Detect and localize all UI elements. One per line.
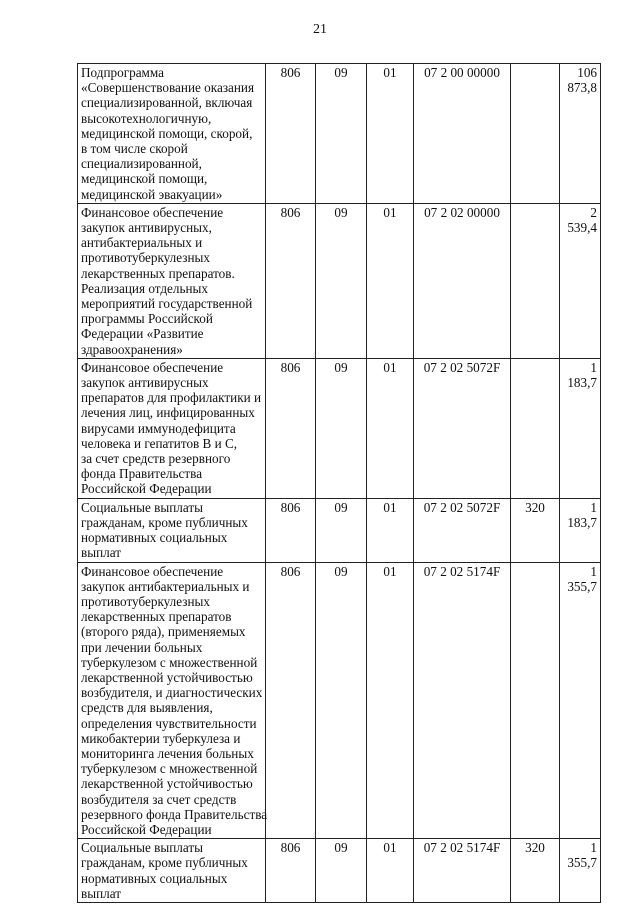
item-name-line: микобактерии туберкулеза и bbox=[81, 730, 241, 746]
subsection-code-cell: 01 bbox=[367, 203, 414, 358]
item-name-line: здравоохранения» bbox=[81, 341, 183, 357]
item-name-line: закупок антибактериальных и bbox=[81, 578, 250, 594]
item-name-line: нормативных социальных bbox=[81, 870, 228, 886]
section-code-cell: 09 bbox=[316, 358, 367, 498]
expense-type-cell: 320 bbox=[511, 498, 560, 562]
item-name-line: Федерации «Развитие bbox=[81, 326, 204, 342]
admin-code-cell: 806 bbox=[266, 498, 316, 562]
table-row bbox=[78, 498, 601, 562]
item-name-line: мероприятий государственной bbox=[81, 296, 253, 312]
item-name-line: туберкулезом с множественной bbox=[81, 654, 258, 670]
item-name-line: медицинской эвакуации» bbox=[81, 186, 223, 202]
expense-type-cell bbox=[511, 562, 560, 839]
section-code-cell: 09 bbox=[316, 498, 367, 562]
item-name-line: Социальные выплаты bbox=[81, 840, 203, 856]
item-name-line: препаратов для профилактики и bbox=[81, 390, 262, 406]
section-code-cell: 09 bbox=[316, 839, 367, 903]
admin-code-cell: 806 bbox=[266, 203, 316, 358]
item-name-line: мониторинга лечения больных bbox=[81, 745, 254, 761]
item-name-line: нормативных социальных bbox=[81, 530, 228, 546]
item-name-line: за счет средств резервного bbox=[81, 451, 231, 467]
item-name-line: в том числе скорой bbox=[81, 141, 188, 157]
item-name-line: (второго ряда), применяемых bbox=[81, 624, 246, 640]
target-article-cell: 07 2 02 5174F bbox=[414, 562, 511, 839]
item-name-line: лечения лиц, инфицированных bbox=[81, 405, 255, 421]
item-name-cell bbox=[78, 358, 266, 498]
subsection-code-cell: 01 bbox=[367, 562, 414, 839]
item-name-line: возбудителя, и диагностических bbox=[81, 685, 263, 701]
target-article-cell: 07 2 02 00000 bbox=[414, 203, 511, 358]
item-name-line: Социальные выплаты bbox=[81, 499, 203, 515]
item-name-line: выплат bbox=[81, 885, 122, 901]
item-name-line: Финансовое обеспечение bbox=[81, 359, 224, 375]
table-row bbox=[78, 839, 601, 903]
item-name-line: средств для выявления, bbox=[81, 700, 213, 716]
expense-type-cell bbox=[511, 358, 560, 498]
page-number: 21 bbox=[313, 22, 327, 37]
item-name-line: туберкулезом с множественной bbox=[81, 761, 258, 777]
item-name-line: специализированной, включая bbox=[81, 95, 253, 111]
target-article-cell: 07 2 00 00000 bbox=[414, 64, 511, 204]
table-row bbox=[78, 203, 601, 358]
item-name-line: программы Российской bbox=[81, 311, 213, 327]
item-name-line: вирусами иммунодефицита bbox=[81, 420, 236, 436]
subsection-code-cell: 01 bbox=[367, 839, 414, 903]
item-name-line: закупок антивирусных, bbox=[81, 220, 212, 236]
item-name-line: Подпрограмма bbox=[81, 65, 165, 80]
target-article-cell: 07 2 02 5174F bbox=[414, 839, 511, 903]
item-name-line: «Совершенствование оказания bbox=[81, 80, 255, 96]
item-name-cell bbox=[78, 203, 266, 358]
item-name-line: гражданам, кроме публичных bbox=[81, 855, 248, 871]
item-name-line: Финансовое обеспечение bbox=[81, 204, 224, 220]
expense-type-cell: 320 bbox=[511, 839, 560, 903]
budget-table bbox=[77, 63, 601, 903]
amount-cell: 1 183,7 bbox=[560, 498, 601, 562]
amount-cell: 2 539,4 bbox=[560, 203, 601, 358]
admin-code-cell: 806 bbox=[266, 64, 316, 204]
item-name-line: лекарственной устойчивостью bbox=[81, 669, 253, 685]
table-row bbox=[78, 64, 601, 204]
subsection-code-cell: 01 bbox=[367, 358, 414, 498]
table-row bbox=[78, 562, 601, 839]
item-name-cell bbox=[78, 562, 266, 839]
subsection-code-cell: 01 bbox=[367, 498, 414, 562]
amount-cell: 106 873,8 bbox=[560, 64, 601, 204]
item-name-line: Российской Федерации bbox=[81, 481, 212, 497]
item-name-line: Реализация отдельных bbox=[81, 280, 209, 296]
item-name-line: Российской Федерации bbox=[81, 821, 212, 837]
item-name-line: противотуберкулезных bbox=[81, 593, 210, 609]
table-row bbox=[78, 358, 601, 498]
expense-type-cell bbox=[511, 203, 560, 358]
admin-code-cell: 806 bbox=[266, 562, 316, 839]
item-name-line: Финансовое обеспечение bbox=[81, 563, 224, 579]
amount-cell: 1 355,7 bbox=[560, 562, 601, 839]
item-name-line: специализированной, bbox=[81, 156, 202, 172]
item-name-line: при лечении больных bbox=[81, 639, 203, 655]
item-name-line: человека и гепатитов В и С, bbox=[81, 435, 238, 451]
item-name-line: закупок антивирусных bbox=[81, 375, 209, 391]
item-name-line: антибактериальных и bbox=[81, 235, 203, 251]
item-name-line: медицинской помощи, скорой, bbox=[81, 125, 253, 141]
item-name-line: выплат bbox=[81, 545, 122, 561]
item-name-line: гражданам, кроме публичных bbox=[81, 514, 248, 530]
item-name-line: резервного фонда Правительства bbox=[81, 806, 268, 822]
section-code-cell: 09 bbox=[316, 64, 367, 204]
budget-table-body bbox=[78, 64, 601, 903]
section-code-cell: 09 bbox=[316, 562, 367, 839]
item-name-line: фонда Правительства bbox=[81, 466, 203, 482]
target-article-cell: 07 2 02 5072F bbox=[414, 498, 511, 562]
item-name-line: возбудителя за счет средств bbox=[81, 791, 237, 807]
admin-code-cell: 806 bbox=[266, 358, 316, 498]
subsection-code-cell: 01 bbox=[367, 64, 414, 204]
item-name-line: противотуберкулезных bbox=[81, 250, 210, 266]
section-code-cell: 09 bbox=[316, 203, 367, 358]
item-name-cell bbox=[78, 498, 266, 562]
amount-cell: 1 183,7 bbox=[560, 358, 601, 498]
item-name-line: медицинской помощи, bbox=[81, 171, 208, 187]
expense-type-cell bbox=[511, 64, 560, 204]
item-name-cell bbox=[78, 64, 266, 204]
target-article-cell: 07 2 02 5072F bbox=[414, 358, 511, 498]
admin-code-cell: 806 bbox=[266, 839, 316, 903]
item-name-line: лекарственных препаратов bbox=[81, 609, 232, 625]
item-name-line: определения чувствительности bbox=[81, 715, 257, 731]
item-name-cell bbox=[78, 839, 266, 903]
amount-cell: 1 355,7 bbox=[560, 839, 601, 903]
item-name-line: лекарственных препаратов. bbox=[81, 265, 235, 281]
item-name-line: лекарственной устойчивостью bbox=[81, 776, 253, 792]
item-name-line: высокотехнологичную, bbox=[81, 110, 212, 126]
